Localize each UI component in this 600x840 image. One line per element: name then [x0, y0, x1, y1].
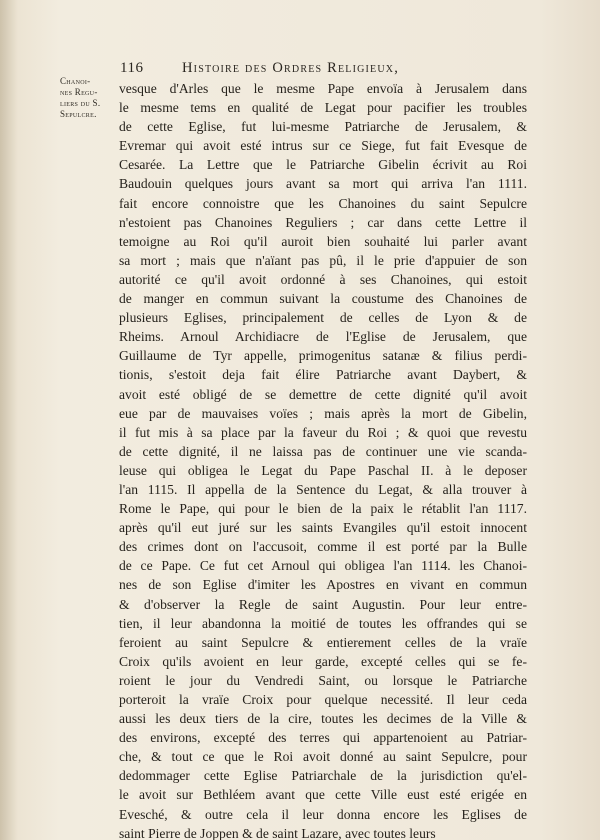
text-line: leuse qui obligea le Legat du Pape Paschal II. à le deposer — [119, 462, 527, 478]
text-line: le avoit sur Bethléem avant que cette Ville eust esté erigée en — [119, 787, 527, 803]
running-head — [120, 60, 480, 80]
text-line: Croix qu'ils avoient en leur garde, excepté celles qui se fe- — [119, 653, 527, 669]
text-line: che, & tout ce que le Roi avoit donné au saint Sepulcre, pour — [119, 749, 527, 765]
text-line: Guillaume de Tyr appelle, primogenitus satanæ & filius perdi- — [119, 348, 527, 364]
margin-note-line: Sepulcre. — [60, 109, 97, 119]
text-line: de manger en commun suivant la coustume des Chanoines de — [119, 291, 527, 307]
text-line: Evremar qui avoit esté intrus sur ce Siege, fut fait Evesque de — [119, 138, 527, 154]
text-line: le mesme tems en qualité de Legat pour pacifier les troubles — [119, 100, 527, 116]
text-line: vesque d'Arles que le mesme Pape envoïa à Jerusalem dans — [119, 81, 527, 96]
text-line: feroient au saint Sepulcre & entierement celles de la vraïe — [119, 634, 527, 650]
text-line: roient le jour du Vendredi Saint, ou lorsque le Patriarche — [119, 672, 527, 688]
text-line: de cette dignité, il ne laissa pas de continuer une vie scanda- — [119, 443, 527, 459]
text-line: Baudouin quelques jours avant sa mort qui arriva l'an 1111. — [119, 176, 527, 192]
text-line: après qu'il eut juré sur les saints Evangiles qu'il estoit innocent — [119, 520, 527, 536]
text-line: & d'observer la Regle de saint Augustin. Pour leur entre- — [119, 596, 527, 612]
text-line: aussi les deux tiers de la cire, toutes les decimes de la Ville & — [119, 711, 527, 727]
text-line: sa mort ; mais que n'aïant pas pû, il le prie d'appuier de son — [119, 252, 527, 268]
margin-note-line: nes Regu- — [60, 87, 98, 97]
body-text — [119, 79, 527, 840]
text-line: des crimes dont on l'accusoit, comme il est porté par la Bulle — [119, 539, 527, 555]
text-line: saint Pierre de Joppen & de saint Lazare, avec toutes leurs — [119, 825, 436, 840]
text-line: avoit esté obligé de se demettre de cette dignité qu'il avoit — [119, 386, 527, 402]
text-line: de cette Eglise, fut lui-mesme Patriarche de Jerusalem, & — [119, 119, 527, 135]
text-line: Evesché, & outre cela il leur donna encore les Eglises de — [119, 806, 527, 822]
text-line: eue par de mauvaises voïes ; mais après la mort de Gibelin, — [119, 405, 527, 421]
running-title: Histoire des Ordres Religieux, — [182, 60, 400, 76]
margin-note-line: Chanoi- — [60, 76, 91, 86]
page-number: 116 — [120, 60, 144, 76]
text-line: porteroit la vraïe Croix pour quelque necessité. Il leur ceda — [119, 692, 527, 707]
text-line: de ce Pape. Ce fut cet Arnoul qui obligea l'an 1114. les Chanoi- — [119, 558, 527, 574]
text-line: des environs, excepté des terres qui appartenoient au Patriar- — [119, 730, 527, 746]
text-line: plusieurs Eglises, principalement de celles de Lyon & de — [119, 310, 527, 326]
text-line: Rheims. Arnoul Archidiacre de l'Eglise de Jerusalem, que — [119, 329, 527, 345]
text-line: il fut mis à sa place par la faveur du Roi ; & quoi que revestu — [119, 424, 527, 440]
text-line: tionis, s'estoit deja fait élire Patriarche avant Daybert, & — [119, 367, 527, 383]
text-line: nes de son Eglise d'imiter les Apostres en vivant en commun — [119, 577, 527, 593]
text-line: fait encore connoistre que les Chanoines du saint Sepulcre — [119, 195, 527, 211]
text-line: Cesarée. La Lettre que le Patriarche Gibelin écrivit au Roi — [119, 157, 527, 173]
text-line: temoigne au Roi qu'il auroit bien souhaité lui parler avant — [119, 233, 527, 249]
text-line: n'estoient pas Chanoines Reguliers ; car dans cette Lettre il — [119, 214, 527, 230]
text-line: autorité ce qu'il avoit ordonné à ses Chanoines, qui estoit — [119, 271, 527, 287]
text-line: Rome le Pape, qui pour le bien de la paix le rétablit l'an 1117. — [119, 501, 527, 517]
text-line: dedommager cette Eglise Patriarchale de la jurisdiction qu'el- — [119, 768, 527, 784]
text-line: tien, il leur abandonna la moitié de toutes les offrandes qui se — [119, 615, 527, 631]
margin-note-line: liers du S. — [60, 98, 101, 108]
margin-note — [60, 76, 120, 120]
text-line: l'an 1115. Il appella de la Sentence du Legat, & alla trouver à — [119, 481, 527, 497]
